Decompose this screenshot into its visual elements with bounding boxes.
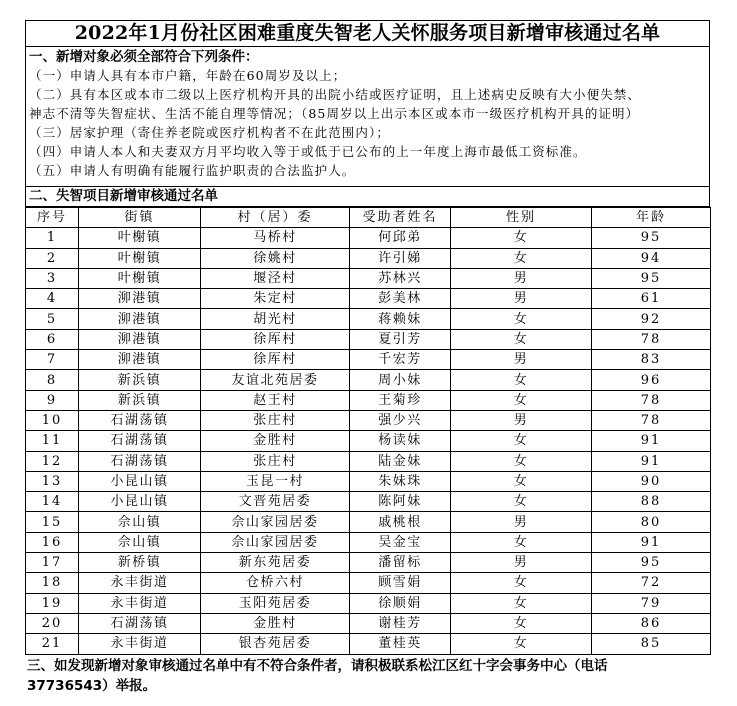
cell-age: 78 bbox=[592, 390, 711, 410]
table-row bbox=[26, 573, 711, 593]
cell-village: 徐姚村 bbox=[201, 248, 350, 268]
cell-village: 金胜村 bbox=[201, 431, 350, 451]
cell-age: 72 bbox=[592, 573, 711, 593]
table-row bbox=[26, 410, 711, 430]
cell-age: 61 bbox=[592, 289, 711, 309]
cell-name: 苏林兴 bbox=[350, 268, 451, 288]
table-row bbox=[26, 532, 711, 552]
cell-gender: 女 bbox=[451, 593, 592, 613]
cell-age: 92 bbox=[592, 309, 711, 329]
cell-gender: 女 bbox=[451, 309, 592, 329]
report-notice-line-1: 三、如发现新增对象审核通过名单中有不符合条件者，请积极联系松江区红十字会事务中心（电话 bbox=[27, 657, 608, 674]
cell-index: 13 bbox=[26, 471, 79, 491]
document-title: 2022年1月份社区困难重度失智老人关怀服务项目新增审核通过名单 bbox=[26, 21, 709, 47]
cell-age: 83 bbox=[592, 350, 711, 370]
cell-town: 泖港镇 bbox=[79, 309, 201, 329]
eligibility-heading: 一、新增对象必须全部符合下列条件： bbox=[29, 49, 259, 65]
condition-3: （三）居家护理（寄住养老院或医疗机构者不在此范围内）； bbox=[29, 125, 390, 140]
cell-name: 董桂英 bbox=[350, 634, 451, 654]
cell-village: 堰泾村 bbox=[201, 268, 350, 288]
column-header-village: 村（居）委 bbox=[201, 208, 350, 228]
cell-town: 永丰街道 bbox=[79, 593, 201, 613]
cell-index: 19 bbox=[26, 593, 79, 613]
cell-town: 新浜镇 bbox=[79, 390, 201, 410]
cell-town: 泖港镇 bbox=[79, 289, 201, 309]
cell-town: 佘山镇 bbox=[79, 512, 201, 532]
cell-index: 17 bbox=[26, 553, 79, 573]
cell-age: 91 bbox=[592, 532, 711, 552]
condition-2-continued: 神志不清等失智症状、生活不能自理等情况；（85周岁以上出示本区或本市一级医疗机构开具的证明） bbox=[29, 106, 640, 121]
cell-gender: 男 bbox=[451, 350, 592, 370]
condition-4: （四）申请人本人和夫妻双方月平均收入等于或低于已公布的上一年度上海市最低工资标准。 bbox=[29, 144, 587, 159]
cell-age: 95 bbox=[592, 553, 711, 573]
report-notice bbox=[25, 656, 710, 696]
condition-5: （五）申请人有明确有能履行监护职责的合法监护人。 bbox=[29, 163, 356, 178]
cell-age: 91 bbox=[592, 451, 711, 471]
cell-index: 15 bbox=[26, 512, 79, 532]
cell-gender: 女 bbox=[451, 634, 592, 654]
cell-village: 张庄村 bbox=[201, 410, 350, 430]
document bbox=[25, 20, 710, 696]
cell-village: 赵王村 bbox=[201, 390, 350, 410]
cell-index: 18 bbox=[26, 573, 79, 593]
column-header-town: 街镇 bbox=[79, 208, 201, 228]
table-row bbox=[26, 553, 711, 573]
condition-2: （二）具有本区或本市二级以上医疗机构开具的出院小结或医疗证明，且上述病史反映有大小便失禁、 bbox=[29, 87, 642, 102]
cell-name: 蒋赖妹 bbox=[350, 309, 451, 329]
cell-town: 泖港镇 bbox=[79, 329, 201, 349]
cell-gender: 男 bbox=[451, 512, 592, 532]
cell-gender: 女 bbox=[451, 431, 592, 451]
cell-gender: 女 bbox=[451, 573, 592, 593]
cell-index: 21 bbox=[26, 634, 79, 654]
table-body bbox=[26, 228, 711, 654]
cell-town: 石湖荡镇 bbox=[79, 451, 201, 471]
cell-index: 20 bbox=[26, 613, 79, 633]
cell-village: 朱定村 bbox=[201, 289, 350, 309]
cell-index: 9 bbox=[26, 390, 79, 410]
table-row bbox=[26, 492, 711, 512]
cell-gender: 女 bbox=[451, 532, 592, 552]
cell-name: 王菊珍 bbox=[350, 390, 451, 410]
cell-gender: 女 bbox=[451, 370, 592, 390]
cell-gender: 男 bbox=[451, 410, 592, 430]
column-header-gender: 性别 bbox=[451, 208, 592, 228]
cell-age: 95 bbox=[592, 268, 711, 288]
cell-age: 78 bbox=[592, 410, 711, 430]
cell-town: 叶榭镇 bbox=[79, 248, 201, 268]
cell-index: 6 bbox=[26, 329, 79, 349]
cell-index: 7 bbox=[26, 350, 79, 370]
cell-name: 徐顺娟 bbox=[350, 593, 451, 613]
table-row bbox=[26, 613, 711, 633]
table-row bbox=[26, 248, 711, 268]
cell-town: 叶榭镇 bbox=[79, 268, 201, 288]
cell-gender: 女 bbox=[451, 471, 592, 491]
cell-gender: 女 bbox=[451, 390, 592, 410]
cell-gender: 女 bbox=[451, 492, 592, 512]
table-row bbox=[26, 350, 711, 370]
cell-name: 千宏芳 bbox=[350, 350, 451, 370]
cell-index: 16 bbox=[26, 532, 79, 552]
cell-age: 85 bbox=[592, 634, 711, 654]
cell-age: 79 bbox=[592, 593, 711, 613]
cell-index: 3 bbox=[26, 268, 79, 288]
approved-list-heading: 二、失智项目新增审核通过名单 bbox=[29, 188, 218, 204]
cell-town: 泖港镇 bbox=[79, 350, 201, 370]
cell-town: 永丰街道 bbox=[79, 634, 201, 654]
column-header-name: 受助者姓名 bbox=[350, 208, 451, 228]
cell-gender: 女 bbox=[451, 228, 592, 248]
table-row bbox=[26, 228, 711, 248]
cell-town: 石湖荡镇 bbox=[79, 431, 201, 451]
cell-village: 玉阳苑居委 bbox=[201, 593, 350, 613]
cell-name: 陈阿妹 bbox=[350, 492, 451, 512]
cell-village: 徐厍村 bbox=[201, 329, 350, 349]
cell-name: 陆金妹 bbox=[350, 451, 451, 471]
table-row bbox=[26, 289, 711, 309]
cell-age: 94 bbox=[592, 248, 711, 268]
cell-name: 潘留标 bbox=[350, 553, 451, 573]
cell-gender: 男 bbox=[451, 289, 592, 309]
cell-gender: 女 bbox=[451, 451, 592, 471]
cell-name: 谢桂芳 bbox=[350, 613, 451, 633]
cell-index: 2 bbox=[26, 248, 79, 268]
cell-index: 1 bbox=[26, 228, 79, 248]
table-row bbox=[26, 390, 711, 410]
cell-village: 玉昆一村 bbox=[201, 471, 350, 491]
cell-name: 何邱弟 bbox=[350, 228, 451, 248]
table-row bbox=[26, 634, 711, 654]
table-row bbox=[26, 268, 711, 288]
cell-village: 佘山家园居委 bbox=[201, 512, 350, 532]
cell-town: 永丰街道 bbox=[79, 573, 201, 593]
cell-index: 8 bbox=[26, 370, 79, 390]
cell-gender: 男 bbox=[451, 268, 592, 288]
cell-name: 夏引芳 bbox=[350, 329, 451, 349]
cell-village: 银杏苑居委 bbox=[201, 634, 350, 654]
cell-age: 80 bbox=[592, 512, 711, 532]
cell-name: 周小妹 bbox=[350, 370, 451, 390]
cell-index: 14 bbox=[26, 492, 79, 512]
table-row bbox=[26, 370, 711, 390]
cell-age: 78 bbox=[592, 329, 711, 349]
table-row bbox=[26, 451, 711, 471]
cell-town: 新浜镇 bbox=[79, 370, 201, 390]
cell-gender: 女 bbox=[451, 329, 592, 349]
cell-town: 小昆山镇 bbox=[79, 492, 201, 512]
column-header-index: 序号 bbox=[26, 208, 79, 228]
cell-town: 小昆山镇 bbox=[79, 471, 201, 491]
cell-name: 彭美林 bbox=[350, 289, 451, 309]
table-row bbox=[26, 329, 711, 349]
report-notice-line-2: 37736543）举报。 bbox=[27, 677, 157, 694]
cell-village: 马桥村 bbox=[201, 228, 350, 248]
cell-name: 吴金宝 bbox=[350, 532, 451, 552]
cell-name: 杨读妹 bbox=[350, 431, 451, 451]
approved-list-section-header bbox=[26, 187, 709, 207]
cell-age: 90 bbox=[592, 471, 711, 491]
cell-town: 石湖荡镇 bbox=[79, 613, 201, 633]
cell-village: 友谊北苑居委 bbox=[201, 370, 350, 390]
eligibility-section bbox=[26, 47, 709, 187]
cell-gender: 男 bbox=[451, 553, 592, 573]
cell-name: 顾雪娟 bbox=[350, 573, 451, 593]
cell-town: 新桥镇 bbox=[79, 553, 201, 573]
cell-village: 徐厍村 bbox=[201, 350, 350, 370]
cell-town: 佘山镇 bbox=[79, 532, 201, 552]
table-row bbox=[26, 309, 711, 329]
cell-index: 4 bbox=[26, 289, 79, 309]
table-row bbox=[26, 593, 711, 613]
cell-gender: 女 bbox=[451, 613, 592, 633]
cell-index: 11 bbox=[26, 431, 79, 451]
condition-1: （一）申请人具有本市户籍，年龄在60周岁及以上； bbox=[29, 68, 347, 83]
table-row bbox=[26, 471, 711, 491]
cell-village: 张庄村 bbox=[201, 451, 350, 471]
cell-village: 金胜村 bbox=[201, 613, 350, 633]
cell-town: 石湖荡镇 bbox=[79, 410, 201, 430]
cell-village: 胡光村 bbox=[201, 309, 350, 329]
table-row bbox=[26, 431, 711, 451]
cell-name: 强少兴 bbox=[350, 410, 451, 430]
cell-age: 96 bbox=[592, 370, 711, 390]
approved-list-table bbox=[25, 207, 711, 655]
cell-gender: 女 bbox=[451, 248, 592, 268]
cell-name: 戚桃根 bbox=[350, 512, 451, 532]
cell-index: 5 bbox=[26, 309, 79, 329]
cell-age: 86 bbox=[592, 613, 711, 633]
cell-age: 91 bbox=[592, 431, 711, 451]
cell-name: 许引娣 bbox=[350, 248, 451, 268]
cell-village: 新东苑居委 bbox=[201, 553, 350, 573]
cell-age: 88 bbox=[592, 492, 711, 512]
cell-name: 朱妹珠 bbox=[350, 471, 451, 491]
table-header-row bbox=[26, 208, 711, 228]
cell-index: 10 bbox=[26, 410, 79, 430]
cell-village: 文晋苑居委 bbox=[201, 492, 350, 512]
column-header-age: 年龄 bbox=[592, 208, 711, 228]
cell-village: 仓桥六村 bbox=[201, 573, 350, 593]
cell-town: 叶榭镇 bbox=[79, 228, 201, 248]
table-row bbox=[26, 512, 711, 532]
cell-age: 95 bbox=[592, 228, 711, 248]
document-frame bbox=[25, 20, 710, 207]
cell-village: 佘山家园居委 bbox=[201, 532, 350, 552]
cell-index: 12 bbox=[26, 451, 79, 471]
